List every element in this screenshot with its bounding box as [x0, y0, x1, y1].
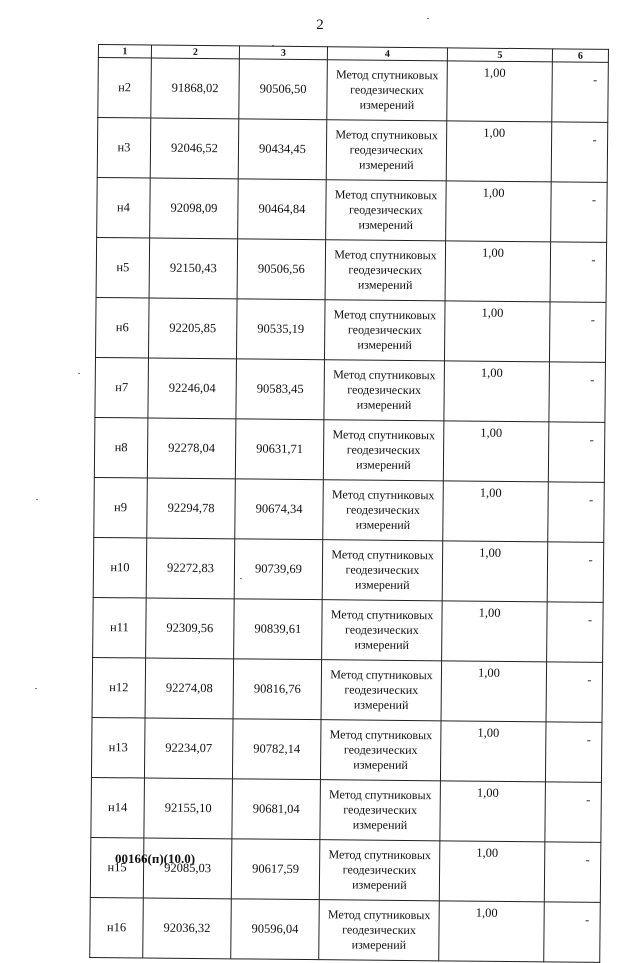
column-header: 4	[327, 47, 447, 61]
point-id-cell: н10	[93, 537, 147, 598]
y-coordinate-cell: 90464,84	[238, 179, 327, 240]
point-id-cell: н2	[98, 58, 152, 119]
column6-cell: -	[551, 122, 608, 183]
accuracy-cell: 1,00	[447, 61, 553, 122]
method-cell: Метод спутниковых геодезических измерений	[319, 900, 440, 961]
table-row	[98, 58, 609, 123]
y-coordinate-cell: 90839,61	[234, 599, 323, 660]
method-cell: Метод спутниковых геодезических измерений	[326, 180, 447, 241]
method-cell: Метод спутниковых геодезических измерений	[325, 240, 446, 301]
column6-cell: -	[549, 302, 606, 363]
x-coordinate-cell: 92272,83	[146, 538, 235, 599]
column6-cell: -	[544, 842, 601, 903]
method-cell: Метод спутниковых геодезических измерений	[320, 780, 441, 841]
table-body	[90, 58, 609, 963]
method-cell: Метод спутниковых геодезических измерений	[322, 540, 443, 601]
table-row	[91, 717, 602, 782]
accuracy-cell: 1,00	[444, 301, 550, 362]
accuracy-cell: 1,00	[442, 601, 548, 662]
accuracy-cell: 1,00	[445, 241, 551, 302]
point-id-cell: н16	[90, 897, 144, 958]
method-cell: Метод спутниковых геодезических измерений	[324, 300, 445, 361]
column-header: 6	[552, 49, 608, 63]
x-coordinate-cell: 92150,43	[149, 238, 238, 299]
method-cell: Метод спутниковых геодезических измерений	[321, 660, 442, 721]
accuracy-cell: 1,00	[446, 181, 552, 242]
x-coordinate-cell: 92046,52	[150, 118, 239, 179]
column6-cell: -	[546, 662, 603, 723]
table-row	[94, 477, 605, 542]
y-coordinate-cell: 90506,56	[237, 239, 326, 300]
table-row	[93, 537, 604, 602]
column6-cell: -	[551, 182, 608, 243]
accuracy-cell: 1,00	[440, 781, 546, 842]
x-coordinate-cell: 92294,78	[147, 478, 236, 539]
column6-cell: -	[549, 362, 606, 423]
coordinates-table-wrapper	[89, 44, 608, 963]
document-code: 00166(п)(10.0)	[115, 851, 196, 866]
x-coordinate-cell: 92274,08	[145, 658, 234, 719]
accuracy-cell: 1,00	[443, 481, 549, 542]
method-cell: Метод спутниковых геодезических измерений	[327, 60, 448, 121]
x-coordinate-cell: 92036,32	[143, 898, 232, 959]
column-header: 3	[239, 46, 327, 60]
x-coordinate-cell: 92278,04	[147, 418, 236, 479]
y-coordinate-cell: 90583,45	[236, 359, 325, 420]
x-coordinate-cell: 92205,85	[148, 298, 237, 359]
y-coordinate-cell: 90617,59	[231, 839, 320, 900]
y-coordinate-cell: 90681,04	[232, 779, 321, 840]
column6-cell: -	[545, 722, 602, 783]
table-row	[95, 357, 606, 422]
y-coordinate-cell: 90596,04	[231, 899, 320, 960]
y-coordinate-cell: 90434,45	[238, 119, 327, 180]
method-cell: Метод спутниковых геодезических измерений	[326, 120, 447, 181]
y-coordinate-cell: 90631,71	[235, 419, 324, 480]
point-id-cell: н6	[95, 297, 149, 358]
scan-speck	[427, 18, 429, 19]
column6-cell: -	[544, 902, 601, 963]
y-coordinate-cell: 90535,19	[236, 299, 325, 360]
column6-cell: -	[548, 422, 605, 483]
table-row	[93, 597, 604, 662]
method-cell: Метод спутниковых геодезических измерений	[319, 840, 440, 901]
column6-cell: -	[552, 62, 609, 123]
accuracy-cell: 1,00	[441, 661, 547, 722]
method-cell: Метод спутниковых геодезических измерений	[322, 600, 443, 661]
accuracy-cell: 1,00	[443, 421, 549, 482]
column-header: 1	[98, 45, 151, 59]
point-id-cell: н8	[94, 417, 148, 478]
table-row	[94, 417, 605, 482]
method-cell: Метод спутниковых геодезических измерений	[323, 480, 444, 541]
scan-speck	[36, 499, 38, 500]
column6-cell: -	[545, 782, 602, 843]
accuracy-cell: 1,00	[442, 541, 548, 602]
point-id-cell: н4	[97, 177, 151, 238]
scan-speck	[78, 373, 80, 374]
method-cell: Метод спутниковых геодезических измерений	[323, 420, 444, 481]
table-row	[97, 177, 608, 242]
column6-cell: -	[547, 542, 604, 603]
point-id-cell: н15	[90, 837, 144, 898]
accuracy-cell: 1,00	[439, 901, 545, 962]
accuracy-cell: 1,00	[439, 841, 545, 902]
accuracy-cell: 1,00	[444, 361, 550, 422]
x-coordinate-cell: 92098,09	[150, 178, 239, 239]
column-header: 5	[447, 48, 552, 62]
y-coordinate-cell: 90816,76	[233, 659, 322, 720]
x-coordinate-cell: 91868,02	[151, 58, 240, 119]
page-number: 2	[316, 17, 324, 33]
table-row	[95, 297, 606, 362]
point-id-cell: н12	[92, 657, 146, 718]
point-id-cell: н7	[95, 357, 149, 418]
table-row	[97, 118, 608, 183]
column6-cell: -	[548, 482, 605, 543]
y-coordinate-cell: 90674,34	[235, 479, 324, 540]
accuracy-cell: 1,00	[440, 721, 546, 782]
x-coordinate-cell: 92234,07	[144, 718, 233, 779]
point-id-cell: н5	[96, 237, 150, 298]
accuracy-cell: 1,00	[446, 121, 552, 182]
y-coordinate-cell: 90739,69	[234, 539, 323, 600]
column6-cell: -	[547, 602, 604, 663]
point-id-cell: н3	[97, 118, 151, 179]
point-id-cell: н9	[94, 477, 148, 538]
table-row	[90, 837, 601, 902]
y-coordinate-cell: 90782,14	[232, 719, 321, 780]
table-row	[91, 777, 602, 842]
point-id-cell: н14	[91, 777, 145, 838]
point-id-cell: н13	[91, 717, 145, 778]
table-row	[92, 657, 603, 722]
x-coordinate-cell: 92246,04	[148, 358, 237, 419]
method-cell: Метод спутниковых геодезических измерений	[324, 360, 445, 421]
x-coordinate-cell: 92155,10	[144, 778, 233, 839]
column-header: 2	[151, 45, 239, 59]
x-coordinate-cell: 92309,56	[146, 598, 235, 659]
x-coordinate-cell: 92085,03	[143, 838, 232, 899]
column6-cell: -	[550, 242, 607, 303]
method-cell: Метод спутниковых геодезических измерений	[320, 720, 441, 781]
coordinates-table	[89, 44, 609, 963]
y-coordinate-cell: 90506,50	[239, 59, 328, 120]
table-row	[96, 237, 607, 302]
point-id-cell: н11	[93, 597, 147, 658]
table-row	[90, 897, 601, 962]
scan-speck	[35, 688, 37, 689]
